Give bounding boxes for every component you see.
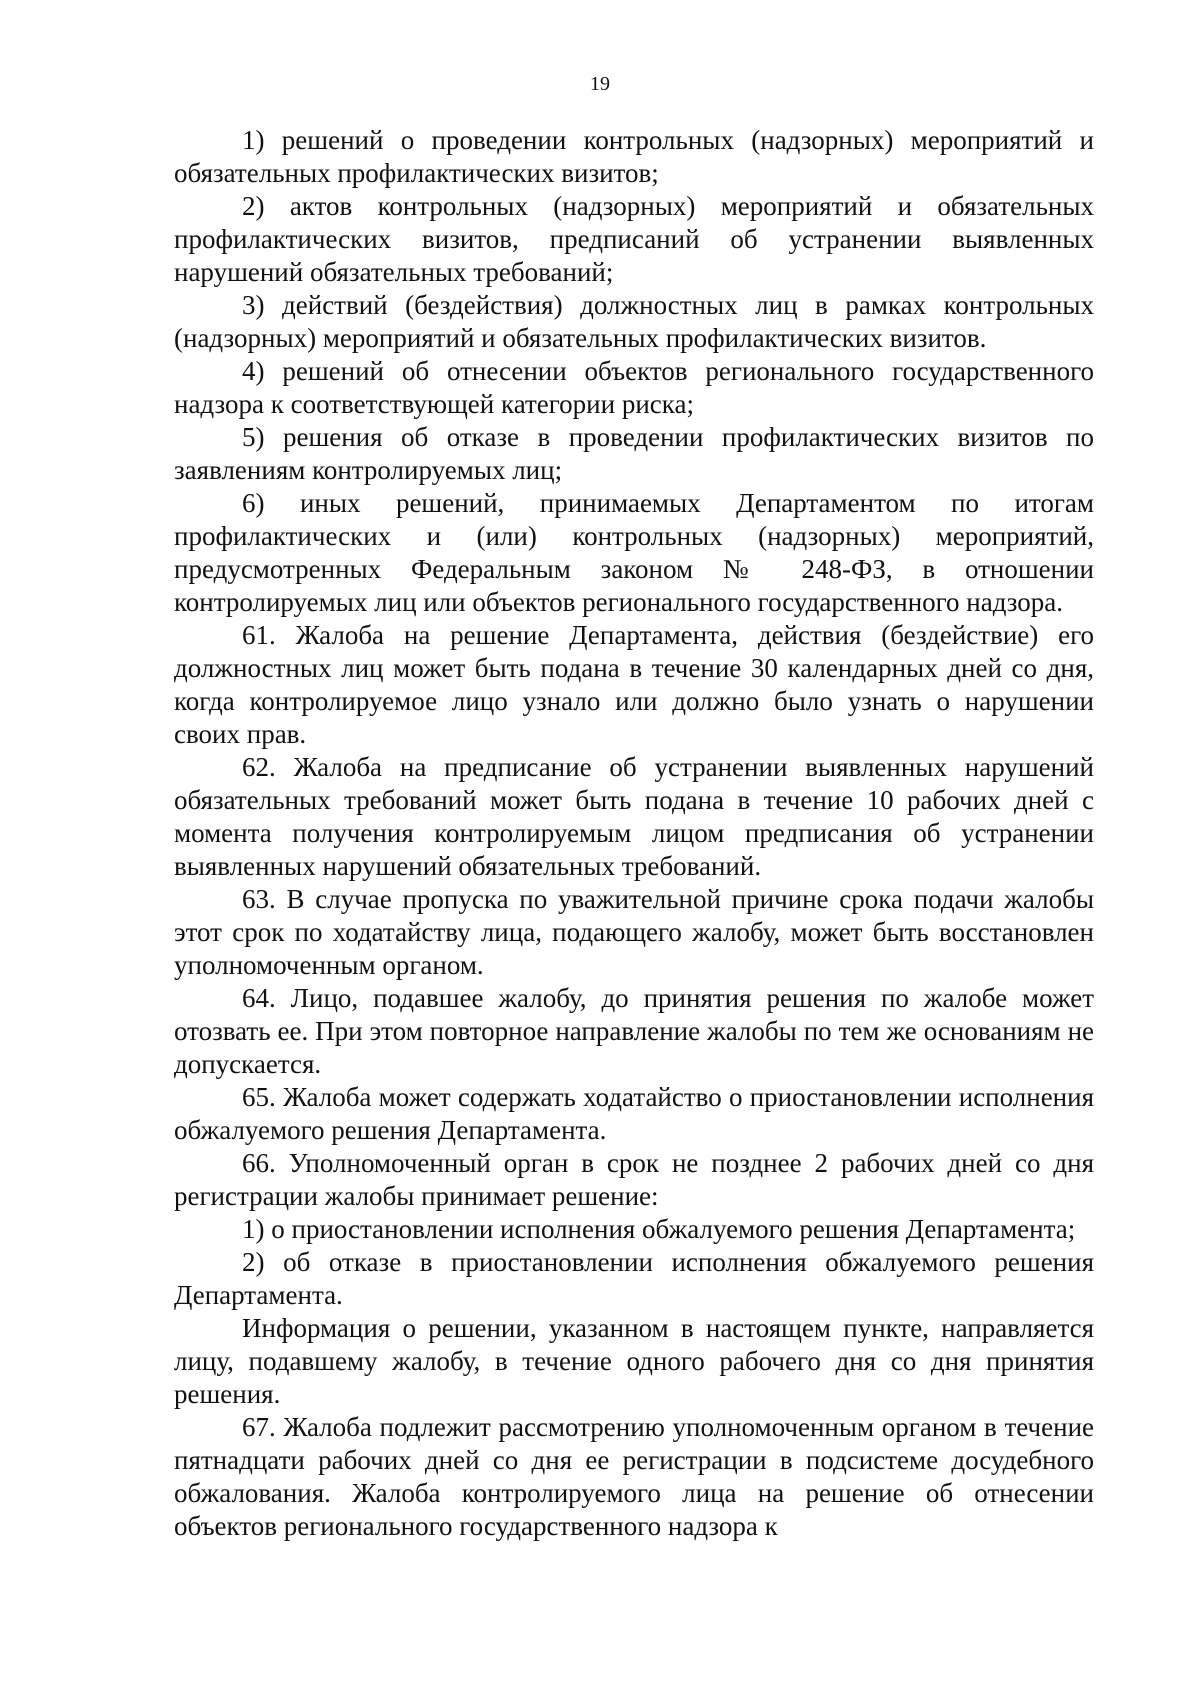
- paragraph-66-information: Информация о решении, указанном в настоящем пункте, направляется лицу, подавшему жалобу, в течение одного рабочего дня со дня принятия решения.: [174, 1313, 1094, 1409]
- paragraph-item-1: 1) решений о проведении контрольных (надзорных) мероприятий и обязательных профилактических визитов;: [174, 125, 1094, 188]
- paragraph-item-6: 6) иных решений, принимаемых Департаментом по итогам профилактических и (или) контрольных (надзорных) мероприятий, предусмотренных Федеральным законом № 248-ФЗ, в отношении контролируемых лиц или объектов регионального государственного надзора.: [174, 488, 1094, 617]
- paragraph-65: 65. Жалоба может содержать ходатайство о приостановлении исполнения обжалуемого решения Департамента.: [174, 1082, 1094, 1145]
- paragraph-item-2: 2) актов контрольных (надзорных) мероприятий и обязательных профилактических визитов, предписаний об устранении выявленных нарушений обязательных требований;: [174, 191, 1094, 287]
- paragraph-67: 67. Жалоба подлежит рассмотрению уполномоченным органом в течение пятнадцати рабочих дней со дня ее регистрации в подсистеме досудебного обжалования. Жалоба контролируемого лица на решение об отнесении объектов регионального государственного надзора к: [174, 1412, 1094, 1541]
- paragraph-66: 66. Уполномоченный орган в срок не позднее 2 рабочих дней со дня регистрации жалобы принимает решение:: [174, 1148, 1094, 1211]
- paragraph-61: 61. Жалоба на решение Департамента, действия (бездействие) его должностных лиц может быть подана в течение 30 календарных дней со дня, когда контролируемое лицо узнало или должно было узнать о нарушении своих прав.: [174, 620, 1094, 749]
- paragraph-66-item-1: 1) о приостановлении исполнения обжалуемого решения Департамента;: [242, 1214, 1076, 1244]
- document-body: [174, 124, 1094, 1543]
- paragraph-64: 64. Лицо, подавшее жалобу, до принятия решения по жалобе может отозвать ее. При этом повторное направление жалобы по тем же основаниям не допускается.: [174, 983, 1094, 1079]
- page-number: 19: [590, 73, 610, 95]
- paragraph-66-item-2: 2) об отказе в приостановлении исполнения обжалуемого решения Департамента.: [174, 1247, 1094, 1310]
- paragraph-item-4: 4) решений об отнесении объектов регионального государственного надзора к соответствующей категории риска;: [174, 356, 1094, 419]
- paragraph-62: 62. Жалоба на предписание об устранении выявленных нарушений обязательных требований может быть подана в течение 10 рабочих дней с момента получения контролируемым лицом предписания об устранении выявленных нарушений обязательных требований.: [174, 752, 1094, 881]
- paragraph-item-5: 5) решения об отказе в проведении профилактических визитов по заявлениям контролируемых лиц;: [174, 422, 1094, 485]
- paragraph-item-3: 3) действий (бездействия) должностных лиц в рамках контрольных (надзорных) мероприятий и обязательных профилактических визитов.: [174, 290, 1094, 353]
- paragraph-63: 63. В случае пропуска по уважительной причине срока подачи жалобы этот срок по ходатайству лица, подающего жалобу, может быть восстановлен уполномоченным органом.: [174, 884, 1094, 980]
